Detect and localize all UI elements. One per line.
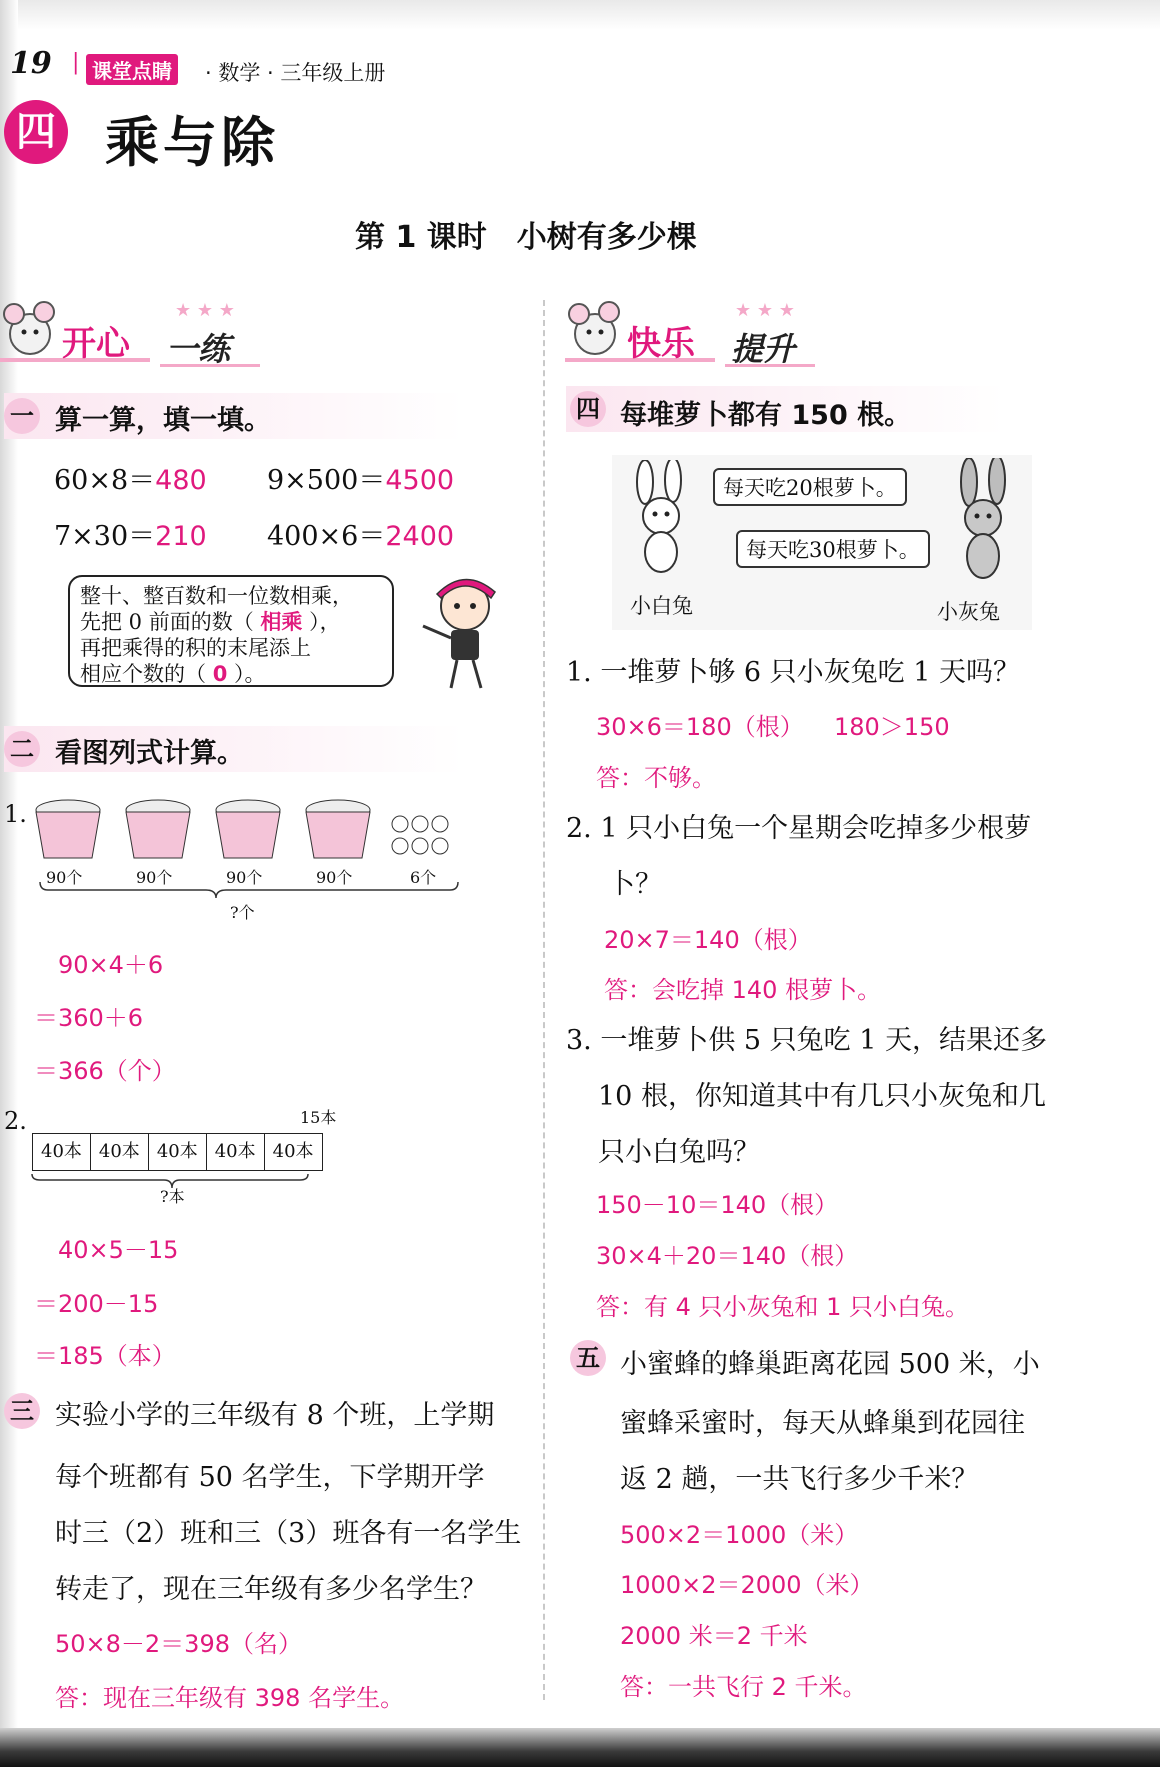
header-separator: | xyxy=(72,50,80,75)
answer-line: 答：有 4 只小灰兔和 1 只小白兔。 xyxy=(596,1293,970,1321)
calc-answer: 480 xyxy=(155,465,207,496)
column-divider xyxy=(543,300,545,1700)
work-line: 150－10＝140（根） xyxy=(596,1191,839,1219)
basket-icon xyxy=(216,800,280,858)
brace xyxy=(30,1172,350,1192)
bar-segment: 40本 xyxy=(33,1134,91,1170)
tip-line: 再把乘得的积的末尾添上 xyxy=(80,636,311,660)
calc-item: 400×6＝2400 xyxy=(267,521,455,552)
question-text: 看图列式计算。 xyxy=(55,738,244,769)
work-line: 40×5－15 xyxy=(58,1236,179,1264)
chapter-number: 四 xyxy=(4,100,68,164)
work-line: ＝366（个） xyxy=(34,1057,176,1085)
question-number: 一 xyxy=(4,398,40,434)
calc-answer: 4500 xyxy=(385,465,455,496)
tip-blank-answer: 相乘 xyxy=(260,610,303,634)
bar-segment: 40本 xyxy=(272,1141,314,1162)
basket-icon xyxy=(36,800,100,858)
work-line: ＝200－15 xyxy=(34,1290,159,1318)
gray-rabbit-icon xyxy=(935,458,1035,588)
basket-icon xyxy=(126,800,190,858)
banner-practice-part1: 开心 xyxy=(62,324,130,364)
subquestion: 3. 一堆萝卜供 5 只兔吃 1 天，结果还多 xyxy=(566,1025,1048,1056)
tip-line: 整十、整百数和一位数相乘， xyxy=(80,584,353,608)
chapter-title: 乘与除 xyxy=(105,111,279,174)
svg-text:★ ★ ★: ★ ★ ★ xyxy=(735,300,795,321)
work-line: 500×2＝1000（米） xyxy=(620,1521,859,1549)
basket-label: 90个 xyxy=(226,868,263,887)
question-text: 每堆萝卜都有 150 根。 xyxy=(620,400,912,431)
banner-practice-part2: 一练 xyxy=(166,330,231,368)
apples-icon xyxy=(392,816,448,854)
work-line: 2000 米＝2 千米 xyxy=(620,1622,808,1650)
bar-segment: 40本 xyxy=(207,1134,265,1170)
calc-answer: 210 xyxy=(155,521,207,552)
page-edge-shadow xyxy=(0,0,18,1767)
speech-bubble: 每天吃30根萝卜。 xyxy=(736,530,930,568)
tip-line: 相应个数的（ 0 ）。 xyxy=(80,662,266,686)
answer-line: 答：一共飞行 2 千米。 xyxy=(620,1673,867,1701)
question-line: 每个班都有 50 名学生，下学期开学 xyxy=(55,1462,485,1493)
work-line: 90×4＋6 xyxy=(58,951,164,979)
banner-improve-part2: 提升 xyxy=(731,330,796,368)
total-label: ?本 xyxy=(160,1187,185,1206)
rabbit-label: 小灰兔 xyxy=(937,600,1000,624)
top-shadow xyxy=(0,0,1160,30)
bar-model xyxy=(32,1133,323,1171)
girl-mascot-icon xyxy=(415,568,510,693)
question-line: 实验小学的三年级有 8 个班，上学期 xyxy=(55,1400,495,1431)
subquestion: 卜？ xyxy=(608,869,662,900)
answer-line: 答：现在三年级有 398 名学生。 xyxy=(55,1684,405,1712)
subquestion-label: 1. xyxy=(4,800,27,828)
work-line: 50×8－2＝398（名） xyxy=(55,1630,302,1658)
work-line: ＝360＋6 xyxy=(34,1004,144,1032)
speech-bubble: 每天吃20根萝卜。 xyxy=(713,468,907,506)
work-line: 1000×2＝2000（米） xyxy=(620,1571,874,1599)
rabbit-label: 小白兔 xyxy=(630,594,693,618)
tip-blank-answer: 0 xyxy=(212,662,228,686)
subquestion: 10 根，你知道其中有几只小灰兔和几 xyxy=(598,1081,1046,1112)
header-subject: · 数学 · 三年级上册 xyxy=(205,61,386,85)
calc-item: 60×8＝480 xyxy=(54,465,207,496)
subquestion: 只小白兔吗？ xyxy=(598,1137,760,1168)
removed-label: 15本 xyxy=(300,1108,337,1127)
answer-line: 答：会吃掉 140 根萝卜。 xyxy=(604,976,882,1004)
answer-line: 答：不够。 xyxy=(596,764,716,792)
question-number: 五 xyxy=(570,1340,606,1376)
tip-line: 先把 0 前面的数（ 相乘 ）， xyxy=(80,610,341,634)
white-rabbit-icon xyxy=(615,460,715,580)
baskets-figure xyxy=(30,790,470,910)
question-line: 返 2 趟，一共飞行多少千米？ xyxy=(620,1464,979,1495)
apples-label: 6个 xyxy=(410,868,437,887)
basket-label: 90个 xyxy=(136,868,173,887)
subquestion: 2. 1 只小白兔一个星期会吃掉多少根萝 xyxy=(566,813,1032,844)
header-tag: 课堂点睛 xyxy=(86,54,178,85)
calc-item: 7×30＝210 xyxy=(54,521,207,552)
basket-label: 90个 xyxy=(46,868,83,887)
tip-box xyxy=(68,575,394,687)
question-line: 转走了，现在三年级有多少名学生？ xyxy=(55,1574,487,1605)
bar-segment: 40本 xyxy=(91,1134,149,1170)
work-line: 180＞150 xyxy=(834,713,950,741)
question-number: 四 xyxy=(570,391,606,427)
lesson-title: 第 1 课时 小树有多少棵 xyxy=(355,220,697,255)
question-line: 小蜜蜂的蜂巢距离花园 500 米，小 xyxy=(620,1349,1040,1380)
question-text: 算一算，填一填。 xyxy=(55,405,271,436)
calc-item: 9×500＝4500 xyxy=(267,465,455,496)
banner-improve-part1: 快乐 xyxy=(627,324,695,364)
work-line: ＝185（本） xyxy=(34,1342,176,1370)
subquestion-label: 2. xyxy=(4,1107,27,1135)
total-label: ?个 xyxy=(230,903,255,922)
question-line: 时三（2）班和三（3）班各有一名学生 xyxy=(55,1518,522,1549)
work-line: 30×6＝180（根） xyxy=(596,713,804,741)
basket-label: 90个 xyxy=(316,868,353,887)
bottom-bar xyxy=(0,1728,1160,1767)
svg-text:★ ★ ★: ★ ★ ★ xyxy=(175,300,235,321)
work-line: 30×4＋20＝140（根） xyxy=(596,1242,859,1270)
work-line: 20×7＝140（根） xyxy=(604,926,812,954)
calc-answer: 2400 xyxy=(385,521,455,552)
question-line: 蜜蜂采蜜时，每天从蜂巢到花园往 xyxy=(620,1408,1025,1439)
question-number: 二 xyxy=(4,731,40,767)
bar-segment: 40本 xyxy=(149,1134,207,1170)
page-number: 19 xyxy=(10,46,52,81)
subquestion: 1. 一堆萝卜够 6 只小灰兔吃 1 天吗？ xyxy=(566,657,1021,688)
basket-icon xyxy=(306,800,370,858)
question-number: 三 xyxy=(4,1393,40,1429)
